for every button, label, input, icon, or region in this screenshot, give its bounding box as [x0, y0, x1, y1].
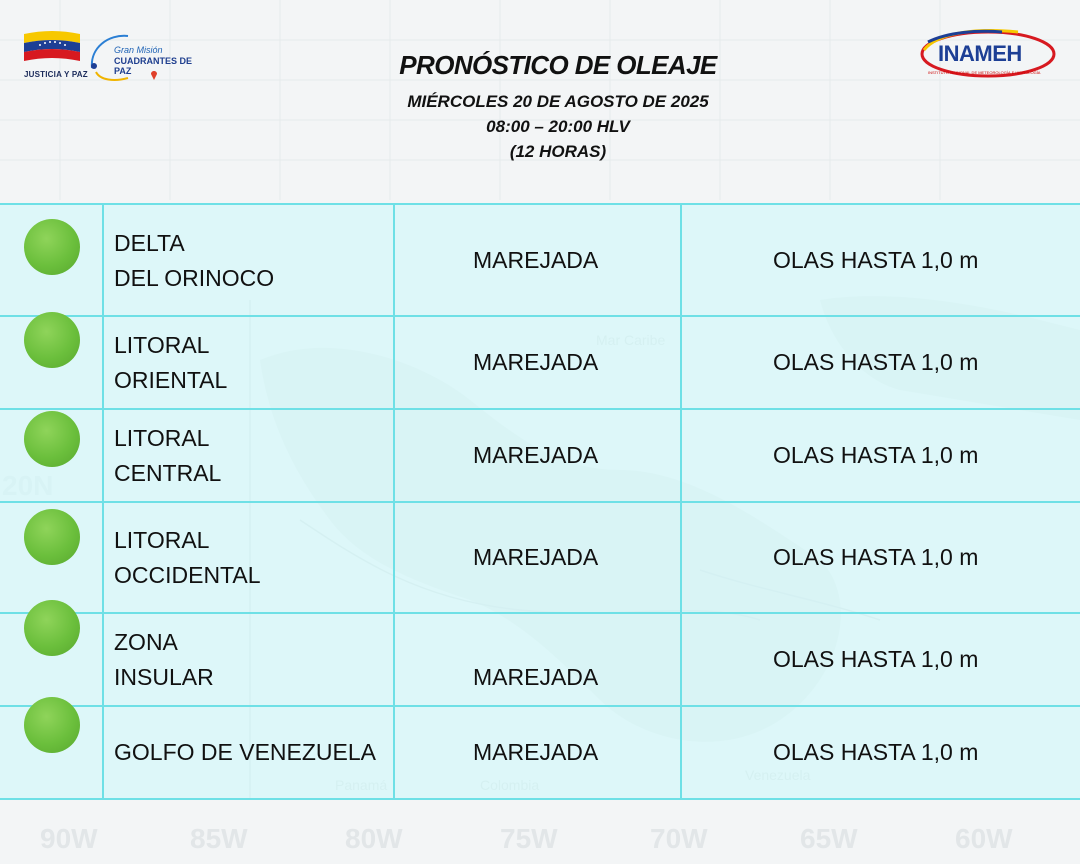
sea-condition: MAREJADA	[473, 544, 599, 570]
table-divider	[0, 408, 1080, 410]
table-divider	[0, 315, 1080, 317]
table-divider	[0, 705, 1080, 707]
inameh-subtitle: INSTITUTO NACIONAL DE METEOROLOGÍA E HIDROLOGÍA	[928, 70, 1041, 75]
table-divider	[680, 204, 682, 800]
zone-name-line2: OCCIDENTAL	[114, 562, 261, 588]
zone-name	[114, 421, 221, 491]
sea-condition: MAREJADA	[473, 349, 599, 375]
table-divider	[0, 612, 1080, 614]
green-dot-icon	[24, 219, 80, 275]
lon-label: 80W	[345, 823, 403, 854]
zone-name-line2: CENTRAL	[114, 460, 222, 486]
forecast-date: MIÉRCOLES 20 DE AGOSTO DE 2025	[407, 92, 709, 111]
sea-condition: MAREJADA	[473, 247, 599, 273]
table-divider	[393, 204, 395, 800]
forecast-time-range: 08:00 – 20:00 HLV	[486, 117, 630, 136]
zone-name-line2: DEL ORINOCO	[114, 265, 275, 291]
lon-label: 65W	[800, 823, 858, 854]
lon-label: 60W	[955, 823, 1013, 854]
green-dot-icon	[24, 411, 80, 467]
program-name-line2: CUADRANTES DE PAZ	[114, 56, 193, 76]
zone-name-line1: LITORAL	[114, 527, 210, 553]
lon-label: 85W	[190, 823, 248, 854]
zone-name-line2: INSULAR	[114, 664, 214, 690]
wave-height: OLAS HASTA 1,0 m	[773, 739, 979, 765]
sea-condition: MAREJADA	[473, 664, 599, 690]
zone-name-line1: GOLFO DE VENEZUELA	[114, 739, 377, 765]
inameh-logo	[918, 28, 1058, 84]
table-divider	[102, 204, 104, 800]
zone-name-line1: DELTA	[114, 230, 185, 256]
zone-name	[114, 625, 214, 695]
green-dot-icon	[24, 600, 80, 656]
green-dot-icon	[24, 697, 80, 753]
table-divider	[0, 798, 1080, 800]
zone-name-line1: ZONA	[114, 629, 178, 655]
zone-name-line1: LITORAL	[114, 332, 210, 358]
ministry-caption: JUSTICIA Y PAZ	[24, 70, 88, 79]
program-name-line1: Gran Misión	[114, 45, 163, 55]
green-dot-icon	[24, 509, 80, 565]
table-divider	[0, 203, 1080, 205]
inameh-name: INAMEH	[938, 41, 1022, 66]
sea-condition: MAREJADA	[473, 442, 599, 468]
header	[0, 0, 1080, 200]
zone-name-line2: ORIENTAL	[114, 367, 228, 393]
zone-name-line1: LITORAL	[114, 425, 210, 451]
zone-name	[114, 735, 376, 770]
wave-height: OLAS HASTA 1,0 m	[773, 442, 979, 468]
lon-label: 90W	[40, 823, 98, 854]
page-title: PRONÓSTICO DE OLEAJE	[399, 50, 717, 80]
wave-height: OLAS HASTA 1,0 m	[773, 349, 979, 375]
zone-name	[114, 523, 261, 593]
green-dot-icon	[24, 312, 80, 368]
wave-height: OLAS HASTA 1,0 m	[773, 646, 979, 672]
lon-label: 70W	[650, 823, 708, 854]
table-divider	[0, 501, 1080, 503]
wave-height: OLAS HASTA 1,0 m	[773, 544, 979, 570]
forecast-duration: (12 HORAS)	[509, 142, 607, 161]
sea-condition: MAREJADA	[473, 739, 599, 765]
zone-name	[114, 328, 227, 398]
wave-height: OLAS HASTA 1,0 m	[773, 247, 979, 273]
zone-name	[114, 226, 274, 296]
lon-label: 75W	[500, 823, 558, 854]
